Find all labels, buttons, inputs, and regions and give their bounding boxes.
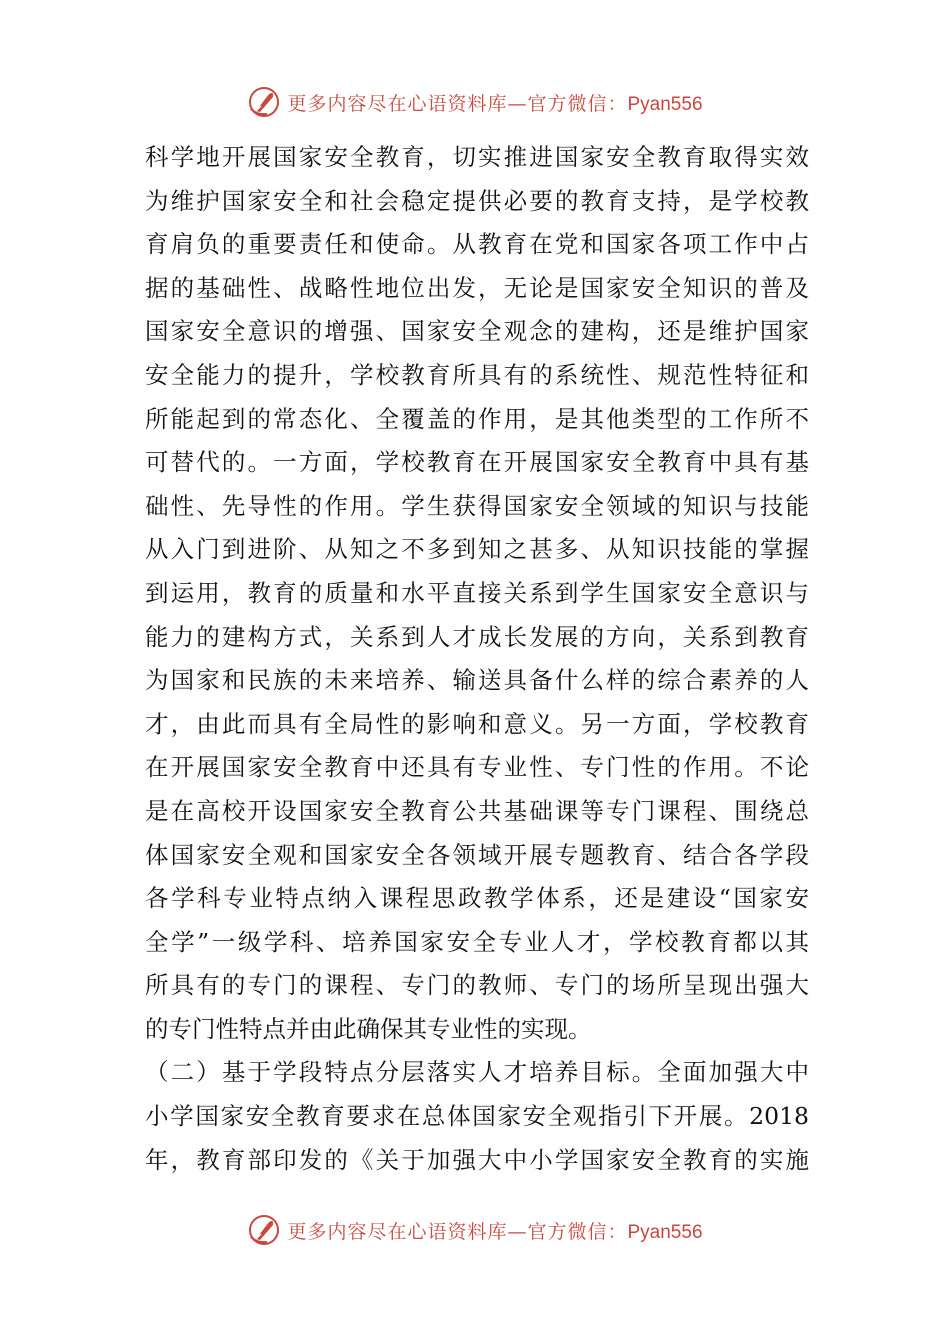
body-line: 所具有的专门的课程、专门的教师、专门的场所呈现出强大 [145,971,809,1000]
body-line: 从入门到进阶、从知之不多到知之甚多、从知识技能的掌握 [145,535,809,564]
body-line: 小学国家安全教育要求在总体国家安全观指引下开展。2018 [145,1102,809,1131]
body-line: 科学地开展国家安全教育，切实推进国家安全教育取得实效 [145,143,809,171]
body-line: 各学科专业特点纳入课程思政教学体系，还是建设“国家安 [145,884,809,913]
body-line: 育肩负的重要责任和使命。从教育在党和国家各项工作中占 [145,230,809,259]
pen-feather-logo-icon [247,85,281,119]
body-line: 体国家安全观和国家安全各领域开展专题教育、结合各学段 [145,840,809,869]
document-body [145,136,809,1182]
body-line: 据的基础性、战略性地位出发，无论是国家安全知识的普及 [145,273,809,302]
body-line: 安全能力的提升，学校教育所具有的系统性、规范性特征和 [145,360,809,389]
body-line: 所能起到的常态化、全覆盖的作用，是其他类型的工作所不 [145,404,809,433]
body-line: 的专门性特点并由此确保其专业性的实现。 [145,1014,592,1043]
footer-banner-text: 更多内容尽在心语资料库—官方微信：Pyan556 [287,1220,703,1243]
body-line: 到运用，教育的质量和水平直接关系到学生国家安全意识与 [145,578,809,607]
body-line: 全学”一级学科、培养国家安全专业人才，学校教育都以其 [145,927,809,956]
pen-feather-logo-icon [247,1213,281,1247]
body-line: 年，教育部印发的《关于加强大中小学国家安全教育的实施 [145,1145,809,1174]
body-line: 是在高校开设国家安全教育公共基础课等专门课程、围绕总 [145,796,809,825]
body-line: 可替代的。一方面，学校教育在开展国家安全教育中具有基 [145,448,809,477]
footer-wechat-id: Pyan556 [627,1221,703,1243]
body-line: 为维护国家安全和社会稳定提供必要的教育支持，是学校教 [145,186,809,215]
section-heading-line: （二）基于学段特点分层落实人才培养目标。全面加强大中 [145,1058,809,1087]
header-wechat-id: Pyan556 [627,93,703,115]
body-line: 在开展国家安全教育中还具有专业性、专门性的作用。不论 [145,753,809,782]
header-banner-text: 更多内容尽在心语资料库—官方微信：Pyan556 [287,92,703,115]
body-line: 为国家和民族的未来培养、输送具备什么样的综合素养的人 [145,666,809,695]
footer-banner [0,1210,950,1250]
body-line: 础性、先导性的作用。学生获得国家安全领域的知识与技能 [145,491,809,520]
body-line: 才，由此而具有全局性的影响和意义。另一方面，学校教育 [145,709,809,738]
body-line: 能力的建构方式，关系到人才成长发展的方向，关系到教育 [145,622,809,651]
header-banner [0,82,950,122]
body-line: 国家安全意识的增强、国家安全观念的建构，还是维护国家 [145,317,809,346]
